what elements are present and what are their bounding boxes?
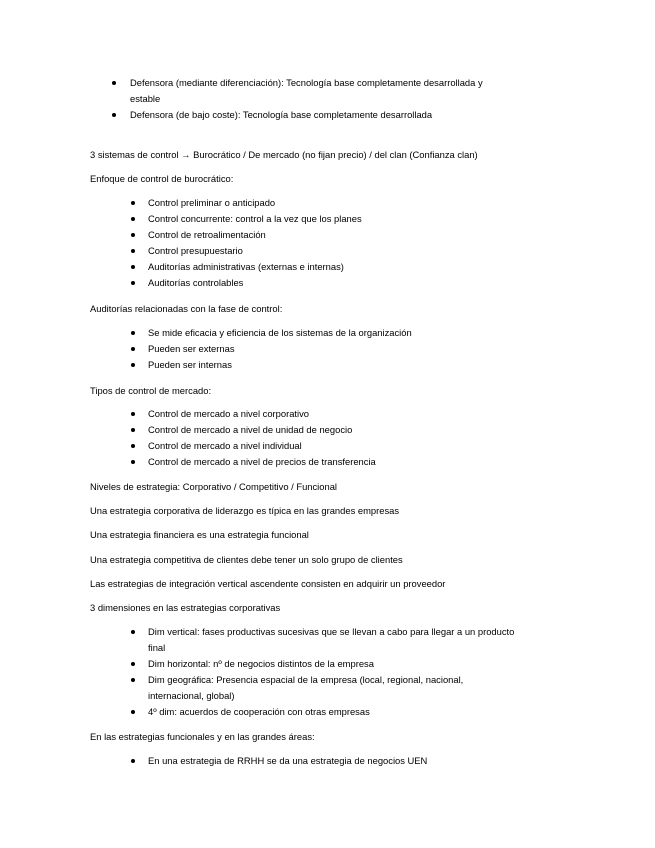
list-item: Control de mercado a nivel corporativo [0,406,655,422]
list-item: Control de mercado a nivel de unidad de negocio [0,422,655,438]
audits-list [0,325,655,373]
bullet-icon [131,363,135,367]
bullet-icon [131,428,135,432]
list-item: Control presupuestario [0,243,655,259]
market-list [0,406,655,470]
list-item: Control de mercado a nivel de precios de transferencia [0,454,655,470]
paragraph-market: Tipos de control de mercado: [90,385,212,396]
bullet-icon [131,331,135,335]
bullet-icon [112,81,116,85]
strategy-type-list [0,75,655,123]
paragraph-dimensions: 3 dimensiones en las estrategias corporativas [90,602,281,613]
list-item [0,75,655,107]
functional-list [0,753,655,769]
list-item: Control de mercado a nivel individual [0,438,655,454]
list-item: 4º dim: acuerdos de cooperación con otras empresas [0,704,655,720]
list-item: Control preliminar o anticipado [0,195,655,211]
bullet-icon [131,710,135,714]
list-item-text: Defensora (de bajo coste): Tecnología base completamente desarrollada [130,109,433,120]
list-item: Pueden ser internas [0,357,655,373]
list-item: En una estrategia de RRHH se da una estrategia de negocios UEN [0,753,655,769]
list-item: Auditorías controlables [0,275,655,291]
list-item: Se mide eficacia y eficiencia de los sistemas de la organización [0,325,655,341]
bullet-icon [131,265,135,269]
bullet-icon [131,233,135,237]
bullet-icon [131,460,135,464]
bullet-icon [131,759,135,763]
paragraph-financial: Una estrategia financiera es una estrategia funcional [90,529,309,540]
dimensions-list [0,624,655,720]
paragraph-functional: En las estrategias funcionales y en las grandes áreas: [90,731,315,742]
bullet-icon [131,678,135,682]
paragraph-audits: Auditorías relacionadas con la fase de control: [90,303,283,314]
bullet-icon [131,347,135,351]
bullet-icon [131,217,135,221]
bullet-icon [131,662,135,666]
list-item: Dim geográfica: Presencia espacial de la empresa (local, regional, nacional, internacional, global) [0,672,655,704]
list-item [0,107,655,123]
bullet-icon [131,201,135,205]
bullet-icon [131,249,135,253]
paragraph-levels: Niveles de estrategia: Corporativo / Competitivo / Funcional [90,481,337,492]
bureaucratic-list [0,195,655,291]
bullet-icon [131,630,135,634]
list-item: Control de retroalimentación [0,227,655,243]
list-item-text: Defensora (mediante diferenciación): Tecnología base completamente desarrollada y [130,77,483,88]
list-item: Auditorías administrativas (externas e internas) [0,259,655,275]
paragraph-bureaucratic: Enfoque de control de burocrático: [90,173,234,184]
paragraph-leadership: Una estrategia corporativa de liderazgo es típica en las grandes empresas [90,505,400,516]
paragraph-control-systems: 3 sistemas de control → Burocrático / De mercado (no fijan precio) / del clan (Confianza clan) [90,149,478,160]
list-item: Dim horizontal: nº de negocios distintos de la empresa [0,656,655,672]
bullet-icon [112,113,116,117]
list-item: Dim vertical: fases productivas sucesivas que se llevan a cabo para llegar a un producto final [0,624,655,656]
bullet-icon [131,281,135,285]
list-item: Pueden ser externas [0,341,655,357]
list-item: Control concurrente: control a la vez que los planes [0,211,655,227]
list-item-continuation: estable [130,93,161,104]
bullet-icon [131,412,135,416]
paragraph-competitive: Una estrategia competitiva de clientes debe tener un solo grupo de clientes [90,554,403,565]
paragraph-integration: Las estrategias de integración vertical ascendente consisten en adquirir un proveedor [90,578,446,589]
bullet-icon [131,444,135,448]
